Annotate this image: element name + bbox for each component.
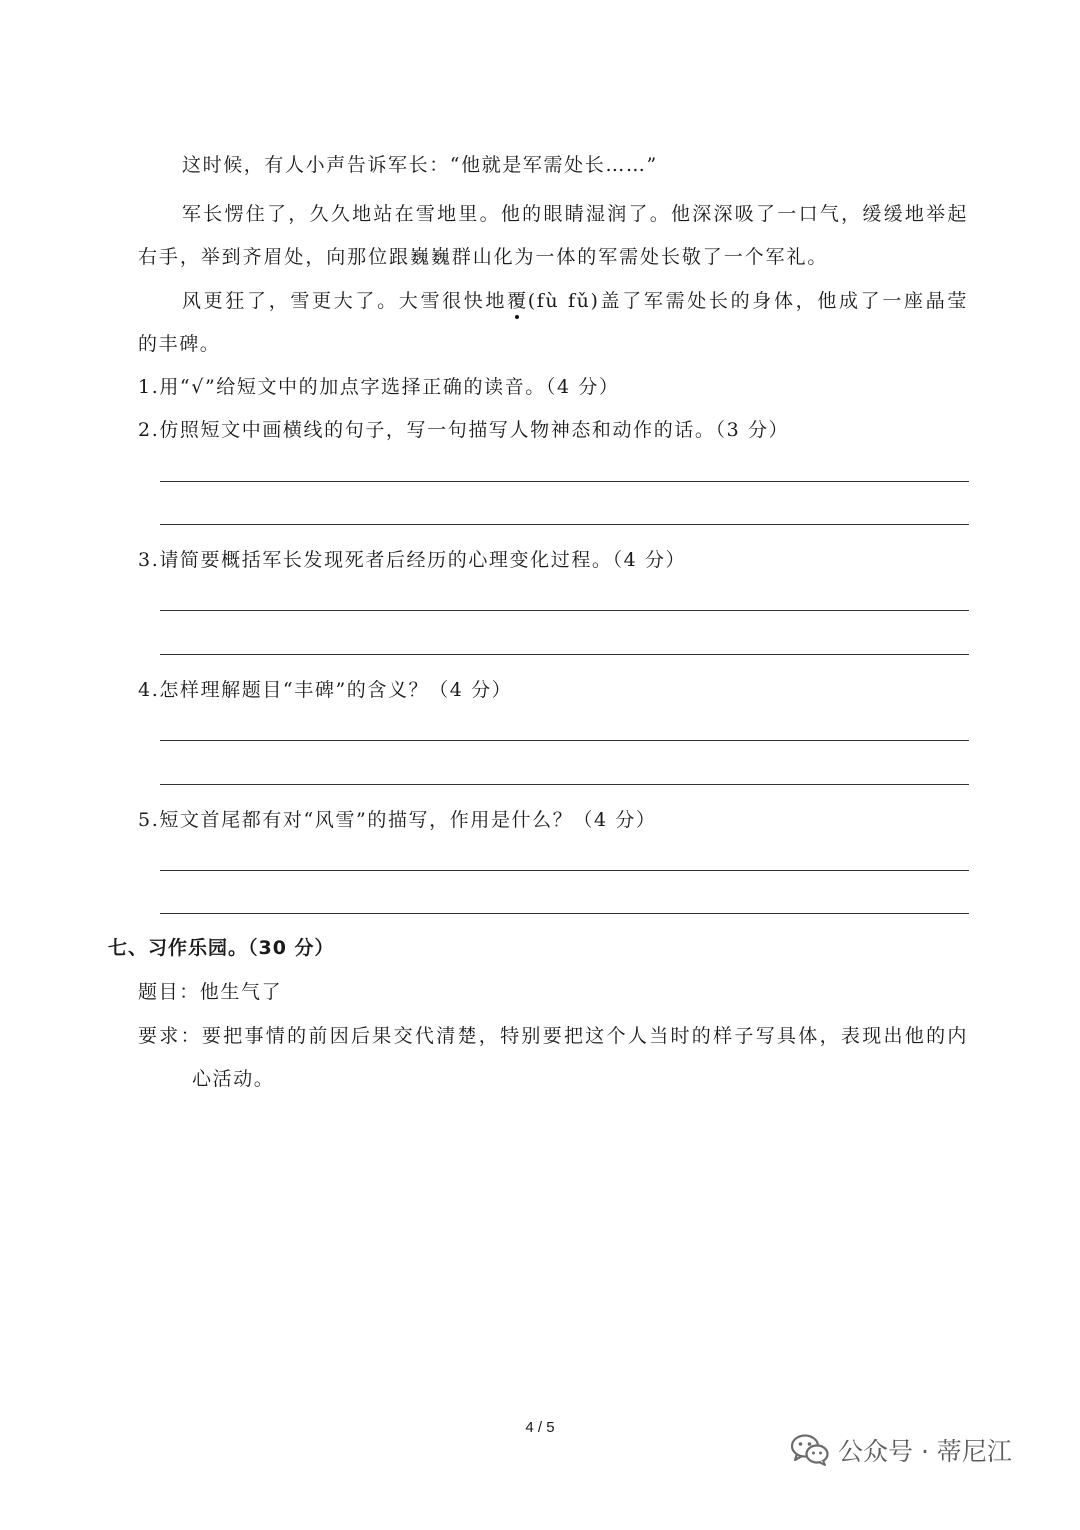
- passage-line-3: 右手，举到齐眉处，向那位跟巍巍群山化为一体的军需处长敬了一个军礼。: [138, 246, 828, 268]
- answer-line[interactable]: [160, 524, 969, 525]
- question-5: 5.短文首尾都有对“风雪”的描写，作用是什么？（4 分）: [138, 809, 657, 831]
- composition-requirement: 要求：要把事情的前因后果交代清楚，特别要把这个人当时的样子写具体，表现出他的内: [138, 1025, 968, 1047]
- answer-line[interactable]: [160, 913, 969, 914]
- watermark: [790, 1432, 1012, 1468]
- passage-line-1: 这时候，有人小声告诉军长：“他就是军需处长……”: [182, 154, 658, 176]
- answer-line[interactable]: [160, 784, 969, 785]
- wechat-icon: [790, 1433, 830, 1467]
- answer-line[interactable]: [160, 654, 969, 655]
- composition-heading: 七、习作乐园。（30 分）: [108, 937, 335, 959]
- passage-line-4: [182, 286, 968, 313]
- question-2: 2.仿照短文中画横线的句子，写一句描写人物神态和动作的话。（3 分）: [138, 419, 790, 441]
- watermark-text: 公众号 · 蒂尼江: [838, 1437, 1012, 1466]
- passage-text: (fù fǔ)盖了军需处长的身体，他成了一座晶莹: [527, 290, 968, 312]
- dotted-character: 覆: [507, 286, 528, 313]
- answer-line[interactable]: [160, 610, 969, 611]
- answer-line[interactable]: [160, 481, 969, 482]
- composition-title: 题目：他生气了: [138, 981, 283, 1003]
- question-3: 3.请简要概括军长发现死者后经历的心理变化过程。（4 分）: [138, 549, 687, 571]
- page-number: 4 / 5: [525, 1419, 555, 1436]
- passage-line-2: 军长愣住了，久久地站在雪地里。他的眼睛湿润了。他深深吸了一口气，缓缓地举起: [182, 203, 968, 225]
- composition-requirement-cont: 心活动。: [192, 1068, 275, 1090]
- passage-line-5: 的丰碑。: [138, 333, 221, 355]
- answer-line[interactable]: [160, 870, 969, 871]
- question-4: 4.怎样理解题目“丰碑”的含义？（4 分）: [138, 679, 513, 701]
- answer-line[interactable]: [160, 740, 969, 741]
- question-1: 1.用“√”给短文中的加点字选择正确的读音。（4 分）: [138, 376, 620, 398]
- passage-text: 风更狂了，雪更大了。大雪很快地: [182, 290, 508, 312]
